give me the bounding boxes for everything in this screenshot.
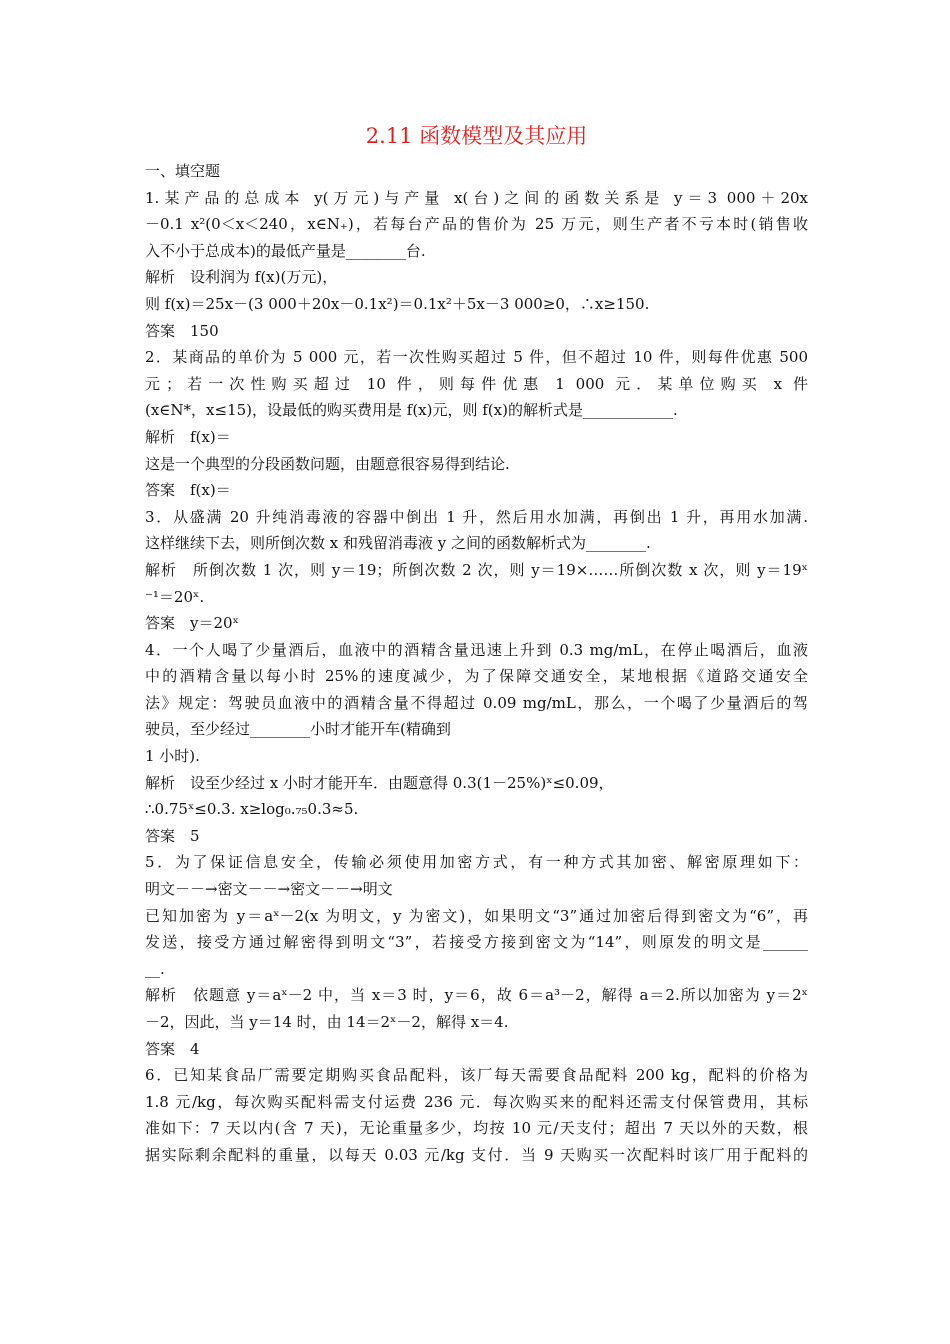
solution-line: ⁻¹＝20ˣ. bbox=[145, 587, 205, 606]
question-line: 1.某产品的总成本 y(万元)与产量 x(台)之间的函数关系是 y＝3 000＋20x bbox=[145, 188, 808, 207]
question-line: －0.1 x²(0＜x＜240，x∈N₊)，若每台产品的售价为 25 万元，则生产者不亏本时(销售收 bbox=[145, 215, 808, 234]
question-line: 1 小时). bbox=[145, 747, 200, 766]
answer-line: 答案 y＝20ˣ bbox=[145, 614, 239, 633]
question-line: 中的酒精含量以每小时 25%的速度减少，为了保障交通安全，某地根据《道路交通安全 bbox=[145, 667, 808, 686]
question-line: 5．为了保证信息安全，传输必须使用加密方式，有一种方式其加密、解密原理如下： bbox=[145, 853, 808, 872]
solution-line: 这是一个典型的分段函数问题，由题意很容易得到结论. bbox=[145, 454, 510, 473]
question-line: 法》规定：驾驶员血液中的酒精含量不得超过 0.09 mg/mL，那么，一个喝了少量酒后的驾 bbox=[145, 693, 808, 712]
question-line: 2．某商品的单价为 5 000 元，若一次性购买超过 5 件，但不超过 10 件，则每件优惠 500 bbox=[145, 348, 808, 367]
solution-line: 解析 f(x)＝ bbox=[145, 427, 231, 446]
question-line: 4．一个人喝了少量酒后，血液中的酒精含量迅速上升到 0.3 mg/mL，在停止喝酒后，血液 bbox=[145, 640, 808, 659]
solution-line: 解析 所倒次数 1 次，则 y＝19；所倒次数 2 次，则 y＝19×……所倒次数 x 次，则 y＝19ˣ bbox=[145, 560, 808, 579]
question-line: 6．已知某食品厂需要定期购买食品配料，该厂每天需要食品配料 200 kg，配料的价格为 bbox=[145, 1066, 808, 1085]
question-line: 据实际剩余配料的重量，以每天 0.03 元/kg 支付．当 9 天购买一次配料时该厂用于配料的 bbox=[145, 1145, 808, 1164]
solution-line: 则 f(x)＝25x－(3 000＋20x－0.1x²)＝0.1x²＋5x－3 000≥0，∴x≥150. bbox=[145, 294, 650, 313]
question-line: 这样继续下去，则所倒次数 x 和残留消毒液 y 之间的函数解析式为________. bbox=[145, 534, 651, 553]
answer-line: 答案 4 bbox=[145, 1039, 200, 1058]
section-line: 一、填空题 bbox=[145, 162, 221, 180]
question-line: 已知加密为 y＝aˣ－2(x 为明文，y 为密文)，如果明文“3”通过加密后得到密文为“6”，再 bbox=[145, 906, 808, 925]
solution-line: －2，因此，当 y＝14 时，由 14＝2ˣ－2，解得 x＝4. bbox=[145, 1013, 509, 1031]
question-line: 3．从盛满 20 升纯消毒液的容器中倒出 1 升，然后用水加满，再倒出 1 升，再用水加满. bbox=[145, 507, 808, 526]
page-title: 2.11 函数模型及其应用 bbox=[365, 124, 588, 148]
solution-line: 解析 依题意 y＝aˣ－2 中，当 x＝3 时，y＝6，故 6＝a³－2，解得 a＝2.所以加密为 y＝2ˣ bbox=[145, 986, 808, 1005]
answer-line: 答案 5 bbox=[145, 826, 200, 845]
question-line: 驶员，至少经过________小时才能开车(精确到 bbox=[145, 720, 451, 739]
document-page bbox=[145, 120, 808, 1169]
question-line: 明文－－→密文－－→密文－－→明文 bbox=[145, 880, 393, 899]
question-line: 入不小于总成本)的最低产量是________台. bbox=[145, 241, 426, 260]
question-line: 元；若一次性购买超过 10 件，则每件优惠 1 000 元．某单位购买 x 件 bbox=[145, 374, 808, 393]
solution-line: 解析 设利润为 f(x)(万元)， bbox=[145, 268, 338, 287]
answer-line: 答案 150 bbox=[145, 321, 219, 340]
question-line: 发送，接受方通过解密得到明文“3”，若接受方接到密文为“14”，则原发的明文是______ bbox=[145, 933, 808, 952]
solution-line: ∴0.75ˣ≤0.3. x≥log₀.₇₅0.3≈5. bbox=[145, 800, 359, 819]
question-line: 1.8 元/kg，每次购买配料需支付运费 236 元．每次购买来的配料还需支付保管费用，其标 bbox=[145, 1092, 808, 1111]
answer-line: 答案 f(x)＝ bbox=[145, 481, 231, 500]
solution-line: 解析 设至少经过 x 小时才能开车．由题意得 0.3(1－25%)ˣ≤0.09， bbox=[145, 773, 614, 792]
question-line: 准如下：7 天以内(含 7 天)，无论重量多少，均按 10 元/天支付；超出 7 天以外的天数，根 bbox=[145, 1119, 808, 1138]
question-line: (x∈N*，x≤15)，设最低的购买费用是 f(x)元，则 f(x)的解析式是____________. bbox=[145, 401, 678, 420]
document-body bbox=[145, 158, 808, 1169]
question-line: __. bbox=[145, 959, 165, 978]
